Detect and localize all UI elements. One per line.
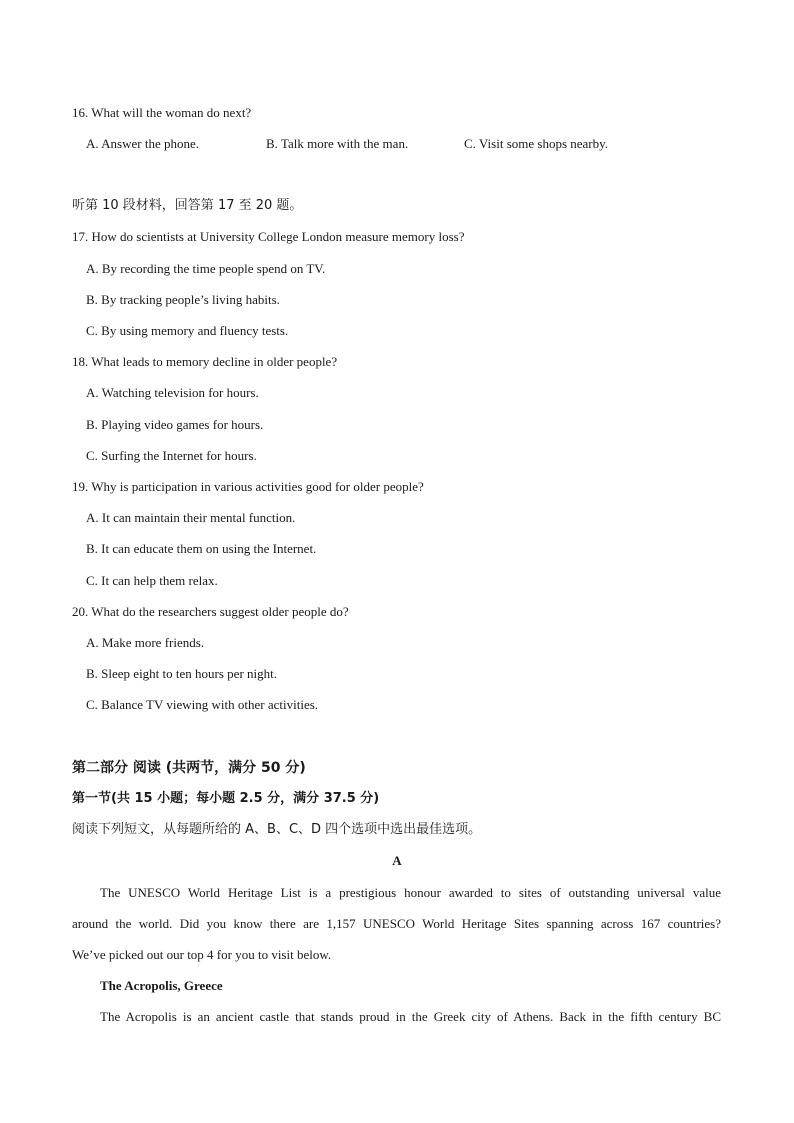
option-17b: B. By tracking people’s living habits.: [86, 292, 280, 307]
section-10-instruction: 听第 10 段材料，回答第 17 至 20 题。: [72, 198, 303, 213]
option-17c: C. By using memory and fluency tests.: [86, 323, 289, 338]
passage-paragraph-1-line-1: The UNESCO World Heritage List is a prestigious honour awarded to sites of outstanding universal value: [100, 885, 721, 900]
option-18c: C. Surfing the Internet for hours.: [86, 448, 257, 463]
passage-paragraph-1-line-2: around the world. Did you know there are 1,157 UNESCO World Heritage Sites spanning across 167 countries?: [72, 916, 721, 931]
part-2-heading: 第二部分 阅读 (共两节，满分 50 分): [72, 760, 306, 776]
option-19c: C. It can help them relax.: [86, 573, 218, 588]
question-17-text: 17. How do scientists at University College London measure memory loss?: [72, 229, 465, 244]
option-16c: C. Visit some shops nearby.: [464, 136, 609, 151]
passage-paragraph-2-line-1: The Acropolis is an ancient castle that stands proud in the Greek city of Athens. Back in the fifth century BC: [100, 1009, 721, 1024]
question-20-text: 20. What do the researchers suggest older people do?: [72, 604, 349, 619]
option-20c: C. Balance TV viewing with other activities.: [86, 697, 319, 712]
option-18b: B. Playing video games for hours.: [86, 417, 264, 432]
option-20b: B. Sleep eight to ten hours per night.: [86, 666, 278, 681]
option-16a: A. Answer the phone.: [86, 136, 200, 151]
passage-subheading: The Acropolis, Greece: [100, 978, 223, 993]
passage-paragraph-1-line-3: We’ve picked out our top 4 for you to visit below.: [72, 947, 332, 962]
section-1-heading: 第一节(共 15 小题；每小题 2.5 分，满分 37.5 分): [72, 791, 380, 806]
reading-instruction: 阅读下列短文，从每题所给的 A、B、C、D 四个选项中选出最佳选项。: [72, 822, 482, 837]
option-16b: B. Talk more with the man.: [266, 136, 409, 151]
passage-label: A: [392, 853, 402, 868]
question-19-text: 19. Why is participation in various activities good for older people?: [72, 479, 424, 494]
question-16-text: 16. What will the woman do next?: [72, 105, 252, 120]
option-19a: A. It can maintain their mental function.: [86, 510, 296, 525]
option-18a: A. Watching television for hours.: [86, 385, 259, 400]
option-19b: B. It can educate them on using the Internet.: [86, 541, 317, 556]
option-17a: A. By recording the time people spend on TV.: [86, 261, 326, 276]
question-18-text: 18. What leads to memory decline in older people?: [72, 354, 338, 369]
option-20a: A. Make more friends.: [86, 635, 205, 650]
